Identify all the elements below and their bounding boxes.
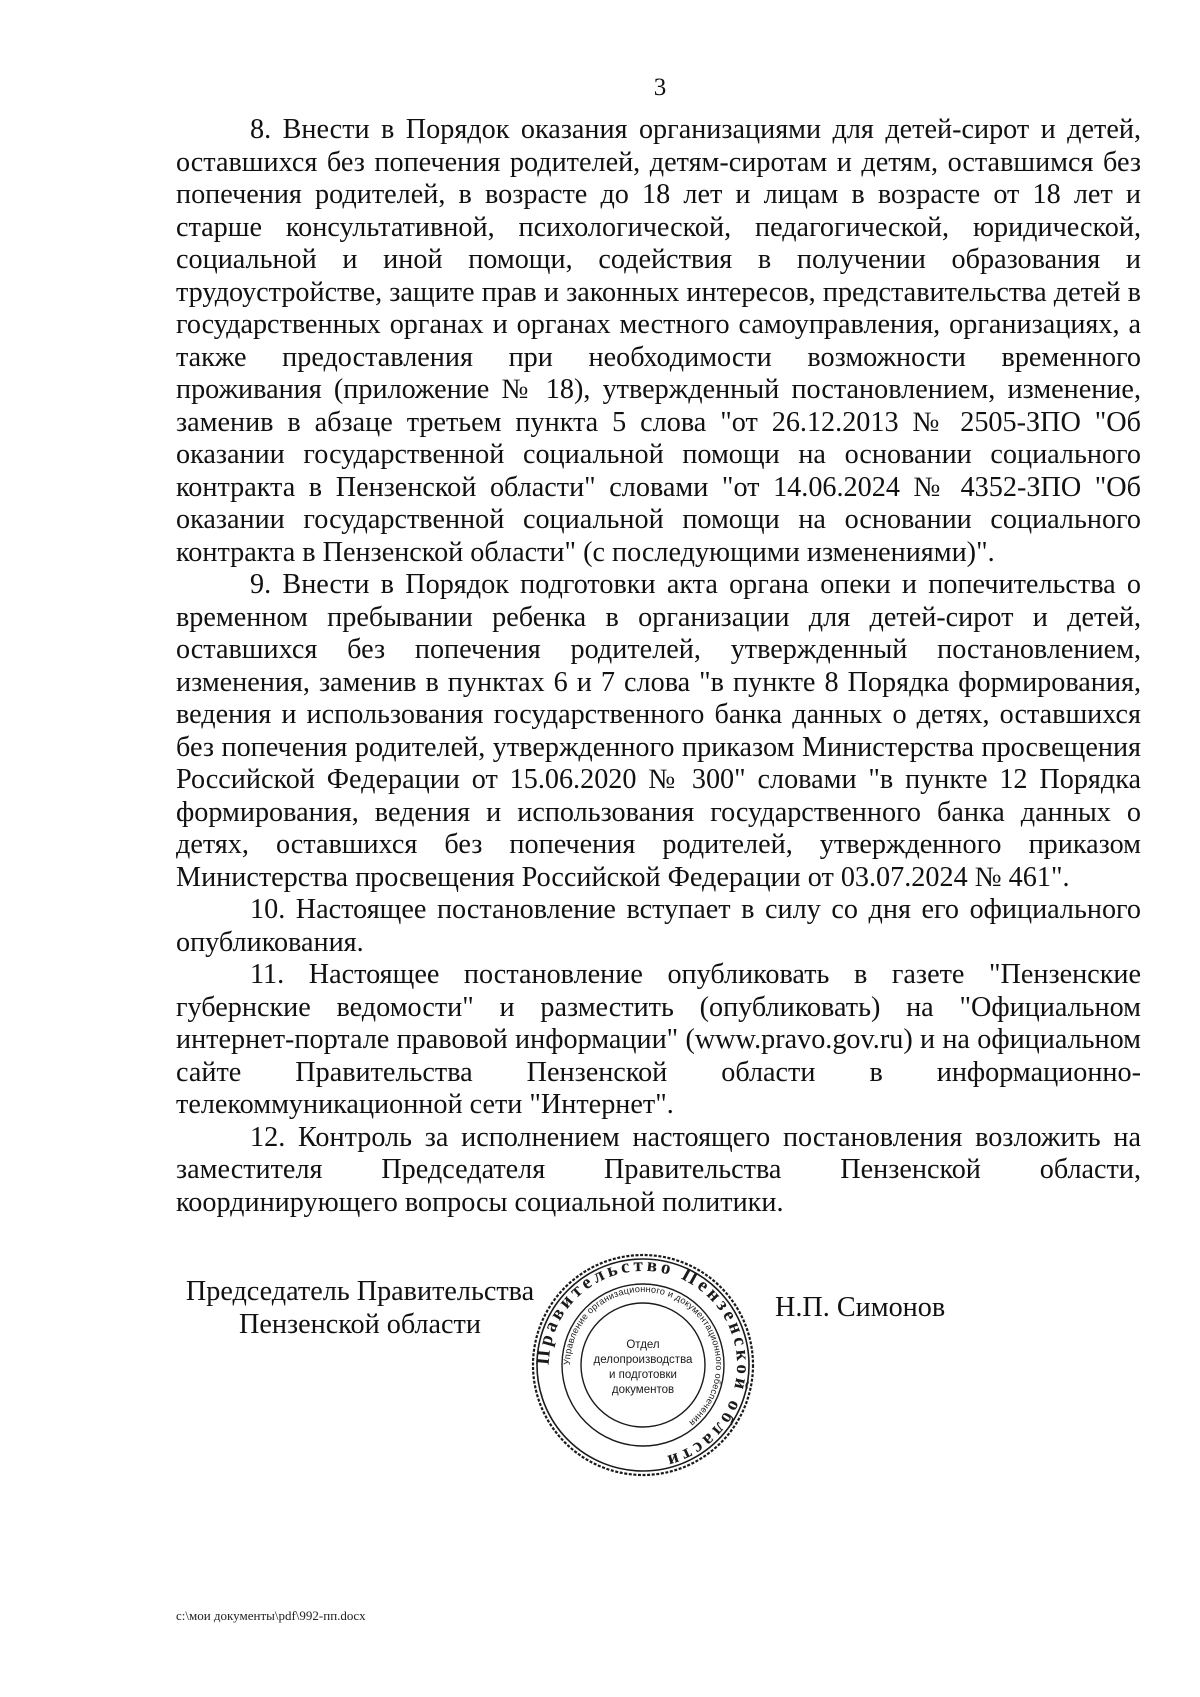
page-number: 3 [653, 74, 667, 101]
seal-center-line2: делопроизводства [593, 1354, 693, 1366]
seal-outer-text: Правительство Пензенской области [532, 1254, 754, 1473]
seal-center-line1: Отдел [626, 1339, 660, 1351]
signature-block [0, 1250, 1200, 1473]
paragraph-8: 8. Внести в Порядок оказания организациями для детей-сирот и детей, оставшихся без попечения родителей, детям-сиротам и детям, оставшимся без попечения родителей, в возрасте до 18 лет и лицам в возрасте от 18 лет и старше консультативной, психологической, педагогической, юридической, социальной и иной помощи, содействия в получении образования и трудоустройстве, защите прав и законных интересов, представительства детей в государственных органах и органах местного самоуправления, организациях, а также предоставления при необходимости возможности временного проживания (приложение № 18), утвержденный постановлением, изменение, заменив в абзаце третьем пункта 5 слова "от 26.12.2013 № 2505-ЗПО "Об оказании государственной социальной помощи на основании социального контракта в Пензенской области" словами "от 14.06.2024 № 4352-ЗПО "Об оказании государственной социальной помощи на основании социального контракта в Пензенской области" (с последующими изменениями)". [176, 114, 1141, 568]
paragraph-11: 11. Настоящее постановление опубликовать в газете "Пензенские губернские ведомости" и разместить (опубликовать) на "Официальном интернет-портале правовой информации" (www.pravo.gov.ru) и на официальном сайте Правительства Пензенской области в информационно-телекоммуникационной сети "Интернет". [176, 959, 1141, 1120]
signatory-name: Н.П. Симонов [775, 1292, 946, 1323]
footer-file-path: c:\мои документы\pdf\992-пп.docx [176, 1608, 366, 1623]
document-body [176, 114, 1141, 1219]
paragraph-12: 12. Контроль за исполнением настоящего постановления возложить на заместителя Председателя Правительства Пензенской области, координирующего вопросы социальной политики. [176, 1121, 1141, 1218]
signatory-title-line2: Пензенской области [239, 1308, 481, 1340]
paragraph-9: 9. Внести в Порядок подготовки акта органа опеки и попечительства о временном пребывании ребенка в организации для детей-сирот и детей, оставшихся без попечения родителей, утвержденный постановлением, изменения, заменив в пунктах 6 и 7 слова "в пункте 8 Порядка формирования, ведения и использования государственного банка данных о детях, оставшихся без попечения родителей, утвержденного приказом Министерства просвещения Российской Федерации от 15.06.2020 № 300" словами "в пункте 12 Порядка формирования, ведения и использования государственного банка данных о детях, оставшихся без попечения родителей, утвержденного приказом Министерства просвещения Российской Федерации от 03.07.2024 № 461". [176, 569, 1141, 893]
signatory-title-line1: Председатель Правительства [185, 1276, 535, 1307]
signatory-title [150, 1276, 570, 1341]
seal-center-line3: и подготовки [609, 1369, 677, 1381]
seal-middle-text: Управление организационного и документационного обеспечения [561, 1283, 725, 1429]
official-seal-stamp [528, 1250, 758, 1480]
seal-center-line4: документов [611, 1384, 675, 1396]
paragraph-10: 10. Настоящее постановление вступает в силу со дня его официального опубликования. [176, 894, 1141, 958]
